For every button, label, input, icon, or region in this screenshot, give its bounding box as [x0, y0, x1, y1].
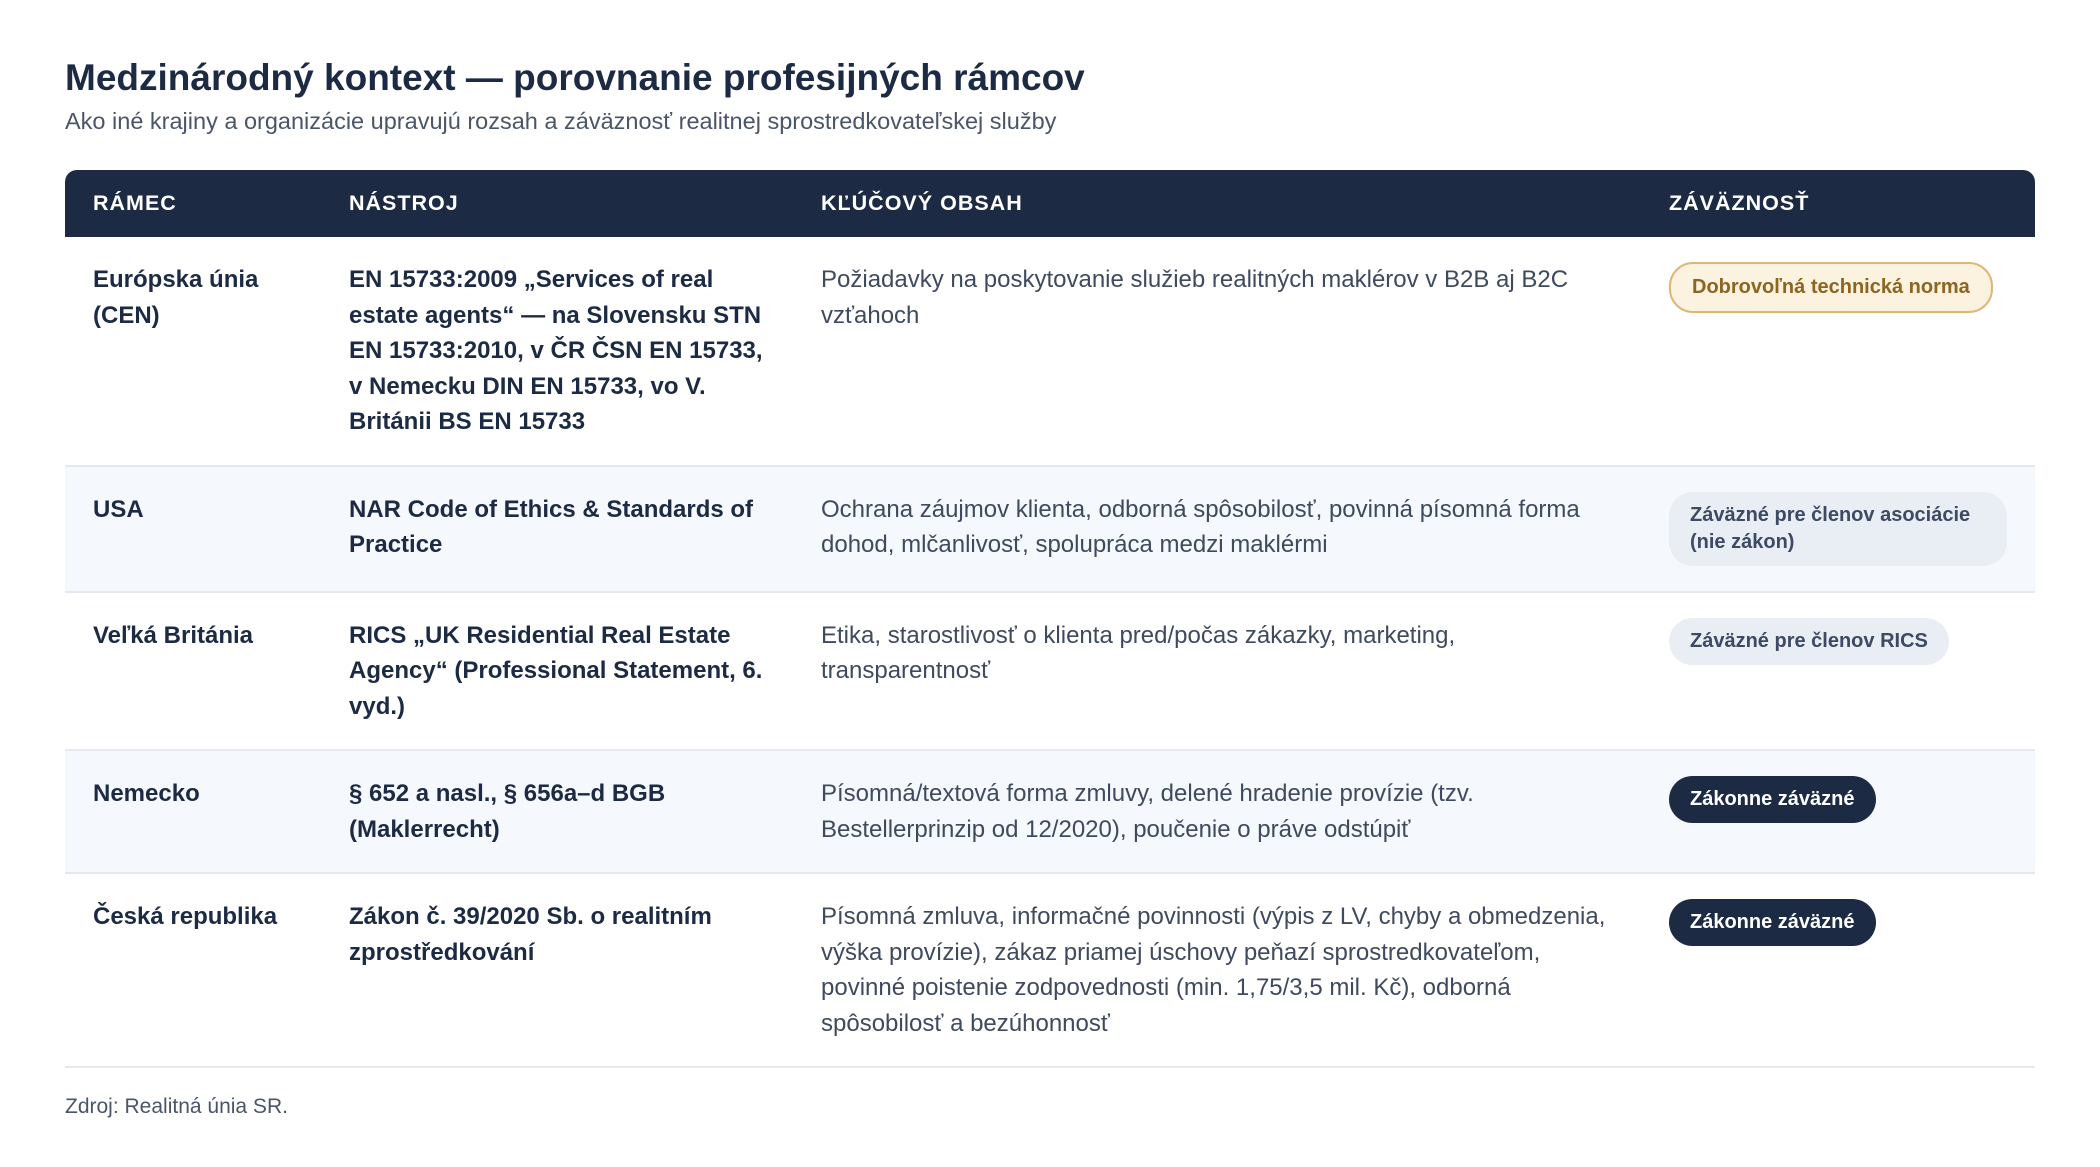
table-header [65, 170, 2035, 237]
binding-badge-law: Zákonne záväzné [1669, 899, 1876, 946]
cell-tool: EN 15733:2009 „Services of real estate agents“ — na Slovensku STN EN 15733:2010, v ČR ČSN EN 15733, v Nemecku DIN EN 15733, vo V. Británii BS EN 15733 [321, 237, 793, 466]
header-binding: ZÁVÄZNOSŤ [1641, 170, 2035, 237]
cell-tool: Zákon č. 39/2020 Sb. o realitním zprostředkování [321, 873, 793, 1067]
cell-tool: NAR Code of Ethics & Standards of Practice [321, 466, 793, 592]
binding-badge-voluntary: Dobrovoľná technická norma [1669, 262, 1993, 313]
table-row [65, 592, 2035, 751]
header-frame: RÁMEC [65, 170, 321, 237]
cell-binding [1641, 466, 2035, 592]
binding-badge-member: Záväzné pre členov RICS [1669, 618, 1949, 665]
comparison-table [65, 170, 2035, 1068]
header-tool: NÁSTROJ [321, 170, 793, 237]
header-content: KĽÚČOVÝ OBSAH [793, 170, 1641, 237]
cell-content: Požiadavky na poskytovanie služieb realitných maklérov v B2B aj B2C vzťahoch [793, 237, 1641, 466]
cell-frame: Veľká Británia [65, 592, 321, 751]
cell-binding [1641, 750, 2035, 873]
cell-binding [1641, 592, 2035, 751]
page-subtitle: Ako iné krajiny a organizácie upravujú rozsah a záväznosť realitnej sprostredkovateľskej služby [65, 108, 1057, 134]
table-body [65, 237, 2035, 1067]
cell-content: Etika, starostlivosť o klienta pred/počas zákazky, marketing, transparentnosť [793, 592, 1641, 751]
table-row [65, 237, 2035, 466]
cell-frame: Nemecko [65, 750, 321, 873]
cell-tool: RICS „UK Residential Real Estate Agency“ (Professional Statement, 6. vyd.) [321, 592, 793, 751]
page-title: Medzinárodný kontext — porovnanie profesijných rámcov [65, 57, 1085, 98]
cell-content: Ochrana záujmov klienta, odborná spôsobilosť, povinná písomná forma dohod, mlčanlivosť, spolupráca medzi maklérmi [793, 466, 1641, 592]
table-row [65, 466, 2035, 592]
cell-content: Písomná zmluva, informačné povinnosti (výpis z LV, chyby a obmedzenia, výška provízie), zákaz priamej úschovy peňazí sprostredkovateľom, povinné poistenie zodpovednosti (min. 1,75/3,5 mil. Kč), odborná spôsobilosť a bezúhonnosť [793, 873, 1641, 1067]
cell-binding [1641, 873, 2035, 1067]
cell-binding [1641, 237, 2035, 466]
binding-badge-member: Záväzné pre členov asociácie (nie zákon) [1669, 492, 2007, 566]
binding-badge-law: Zákonne záväzné [1669, 776, 1876, 823]
cell-content: Písomná/textová forma zmluvy, delené hradenie provízie (tzv. Bestellerprinzip od 12/2020), poučenie o práve odstúpiť [793, 750, 1641, 873]
table-row [65, 750, 2035, 873]
cell-frame: USA [65, 466, 321, 592]
cell-tool: § 652 a nasl., § 656a–d BGB (Maklerrecht) [321, 750, 793, 873]
cell-frame: Česká republika [65, 873, 321, 1067]
source-note: Zdroj: Realitná únia SR. [65, 1095, 288, 1118]
table-row [65, 873, 2035, 1067]
cell-frame: Európska únia (CEN) [65, 237, 321, 466]
